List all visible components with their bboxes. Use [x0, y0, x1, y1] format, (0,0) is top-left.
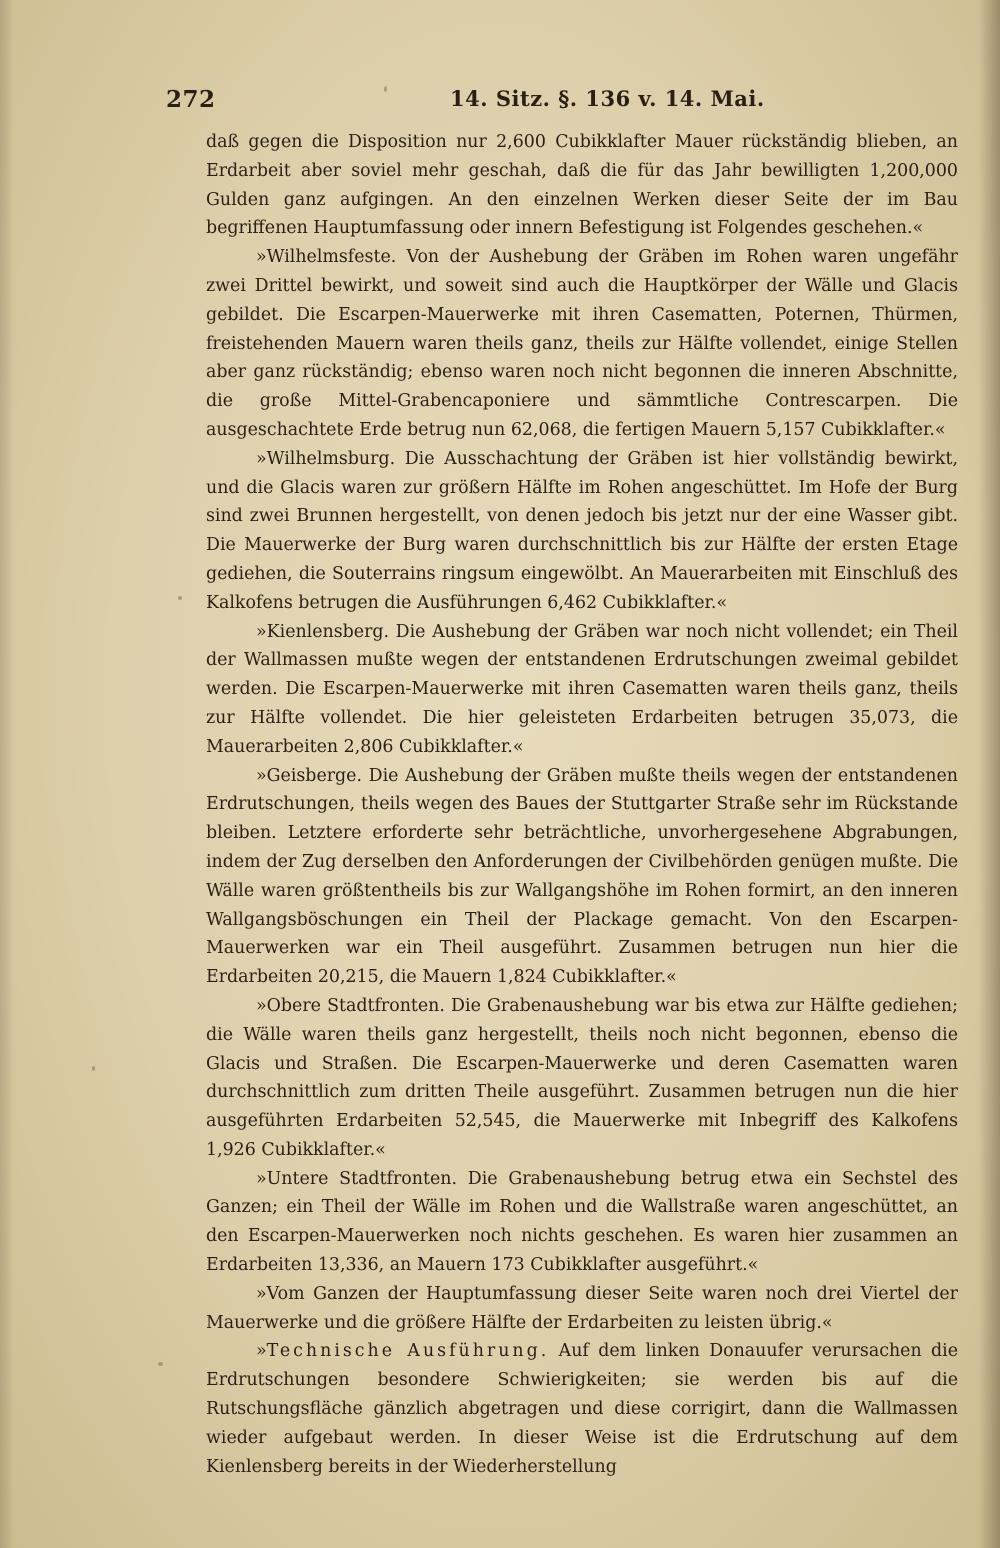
quote-mark: »	[256, 1341, 267, 1362]
body-text	[206, 128, 958, 1481]
paragraph-technische-ausfuehrung	[206, 1337, 958, 1481]
section-title-technische-ausfuehrung: Technische Ausführung.	[266, 1341, 550, 1362]
page-right-edge	[978, 0, 1000, 1548]
page-header	[166, 84, 966, 118]
paragraph-untere-stadtfronten: »Untere Stadtfronten. Die Grabenaushebung betrug etwa ein Sechstel des Ganzen; ein Theil der Wälle im Rohen und die Wallstraße waren angeschüttet, an den Escarpen-Mauerwerken noch nichts geschehen. Es waren hier zusammen an Erdarbeiten 13,336, an Mauern 173 Cubikklafter ausgeführt.«	[206, 1168, 958, 1276]
running-head: 14. Sitz. §. 136 v. 14. Mai.	[450, 86, 765, 111]
paragraph-wilhelmsburg: »Wilhelmsburg. Die Ausschachtung der Gräben ist hier vollständig bewirkt, und die Glacis waren zur größern Hälfte im Rohen angeschüttet. Im Hofe der Burg sind zwei Brunnen hergestellt, von denen jedoch bis jetzt nur der eine Wasser gibt. Die Mauerwerke der Burg waren durchschnittlich bis zur Hälfte der ersten Etage gediehen, die Souterrains ringsum eingewölbt. An Mauerarbeiten mit Einschluß des Kalkofens betrugen die Ausführungen 6,462 Cubikklafter.«	[206, 448, 958, 613]
paper-speck	[92, 1066, 95, 1071]
paper-speck	[158, 1362, 163, 1366]
page-number: 272	[166, 86, 216, 113]
paragraph-text: Auf dem linken Donauufer verursachen die Erdrutschungen besondere Schwierigkeiten; sie werden bis auf die Rutschungsfläche gänzlich abgetragen und diese corrigirt, dann die Wallmassen wieder aufgebaut werden. In dieser Weise ist die Erdrutschung auf dem Kienlensberg bereits in der Wiederherstellung	[206, 1341, 958, 1477]
paper-speck	[384, 86, 387, 92]
paragraph-kienlensberg: »Kienlensberg. Die Aushebung der Gräben war noch nicht vollendet; ein Theil der Wallmassen mußte wegen der entstandenen Erdrutschungen zweimal gebildet werden. Die Escarpen-Mauerwerke mit ihren Casematten waren theils ganz, theils zur Hälfte vollendet. Die hier geleisteten Erdarbeiten betrugen 35,073, die Mauerarbeiten 2,806 Cubikklafter.«	[206, 621, 958, 757]
paragraph-obere-stadtfronten: »Obere Stadtfronten. Die Grabenaushebung war bis etwa zur Hälfte gediehen; die Wälle waren theils ganz hergestellt, theils noch nicht begonnen, ebenso die Glacis und Straßen. Die Escarpen-Mauerwerke und deren Casematten waren durchschnittlich zum dritten Theile ausgeführt. Zusammen betrugen nun die hier ausgeführten Erdarbeiten 52,545, die Mauerwerke mit Inbegriff des Kalkofens 1,926 Cubikklafter.«	[206, 995, 958, 1160]
paragraph-wilhelmsfeste: »Wilhelmsfeste. Von der Aushebung der Gräben im Rohen waren ungefähr zwei Drittel bewirkt, und soweit sind auch die Hauptkörper der Wälle und Glacis gebildet. Die Escarpen-Mauerwerke mit ihren Casematten, Poternen, Thürmen, freistehenden Mauern waren theils ganz, theils zur Hälfte vollendet, einige Stellen aber ganz rückständig; ebenso waren noch nicht begonnen die inneren Abschnitte, die große Mittel-Grabencaponiere und sämmtliche Contrescarpen. Die ausgeschachtete Erde betrug nun 62,068, die fertigen Mauern 5,157 Cubikklafter.«	[206, 247, 958, 440]
paper-speck	[178, 596, 182, 600]
paragraph-geisberge: »Geisberge. Die Aushebung der Gräben mußte theils wegen der entstandenen Erdrutschungen, theils wegen des Baues der Stuttgarter Straße sehr im Rückstande bleiben. Letztere erforderte sehr beträchtliche, unvorhergesehene Abgrabungen, indem der Zug derselben den Anforderungen der Civilbehörden genügen mußte. Die Wälle waren größtentheils bis zur Wallgangshöhe im Rohen formirt, an den inneren Wallgangsböschungen ein Theil der Plackage gemacht. Von den Escarpen-Mauerwerken war ein Theil ausgeführt. Zusammen betrugen nun hier die Erdarbeiten 20,215, die Mauern 1,824 Cubikklafter.«	[206, 765, 958, 988]
paragraph-intro: daß gegen die Disposition nur 2,600 Cubikklafter Mauer rückständig blieben, an Erdarbeit aber soviel mehr geschah, daß die für das Jahr bewilligten 1,200,000 Gulden ganz aufgingen. An den einzelnen Werken dieser Seite der im Bau begriffenen Hauptumfassung oder innern Befestigung ist Folgendes geschehen.«	[206, 132, 958, 239]
paragraph-hauptumfassung: »Vom Ganzen der Hauptumfassung dieser Seite waren noch drei Viertel der Mauerwerke und die größere Hälfte der Erdarbeiten zu leisten übrig.«	[206, 1283, 958, 1333]
page-left-edge	[0, 0, 14, 1548]
